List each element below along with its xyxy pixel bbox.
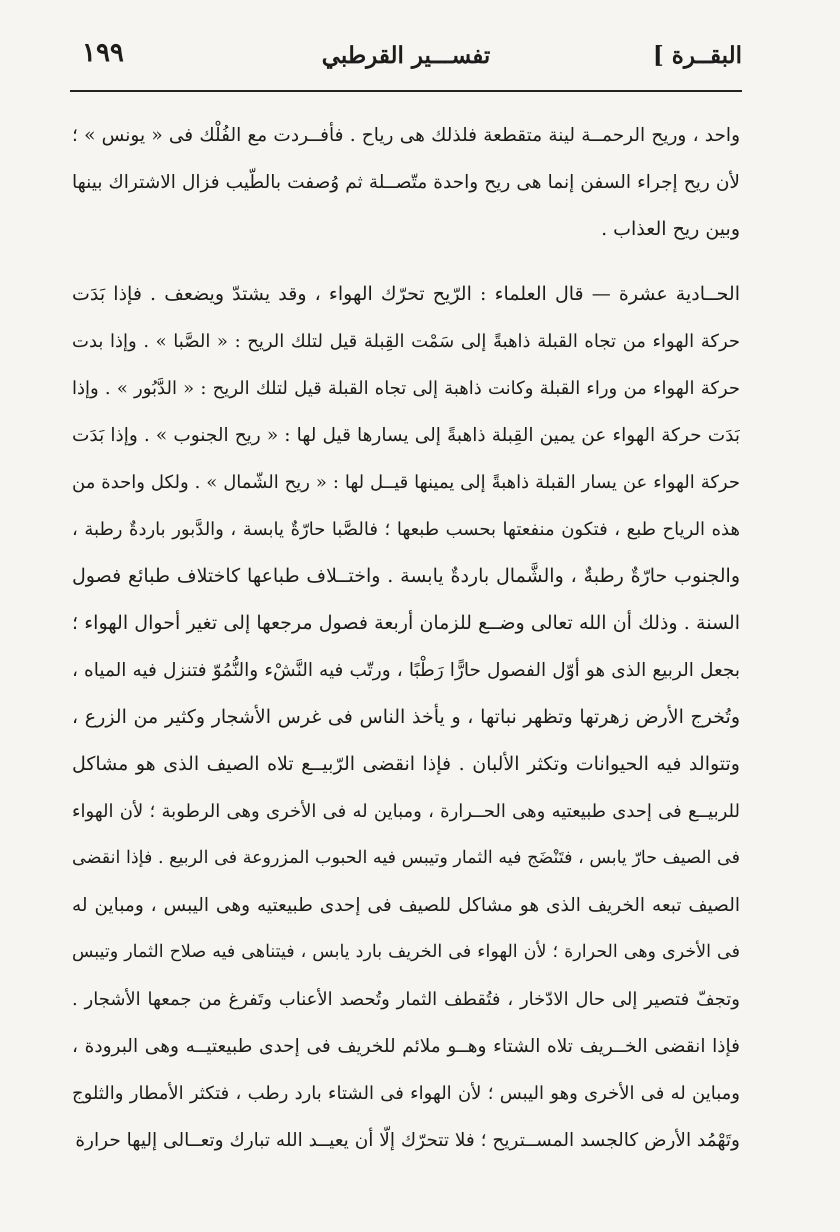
text-line: فى الصيف حارّ يابس ، فتَنْضَج فيه الثمار وتيبس فيه الحبوب المزروعة فى الربيع . فإذا انقضى bbox=[72, 848, 740, 868]
text-line: للربيــع فى إحدى طبيعتيه وهى الحــرارة ، ومباين له فى الأخرى وهى الرطوبة ؛ لأن الهواء bbox=[72, 801, 740, 822]
text-line: بَدَت حركة الهواء عن يمين القِبلة ذاهبةً إلى يسارها قيل لها : « ريح الجنوب » . وإذا بَدَت bbox=[72, 425, 740, 446]
paragraph-gap bbox=[72, 253, 740, 271]
text-line: فإذا انقضى الخــريف تلاه الشتاء وهــو ملائم للخريف فى إحدى طبيعتيــه وهى البرودة ، bbox=[72, 1036, 740, 1057]
text-line: الصيف تبعه الخريف الذى هو مشاكل للصيف فى إحدى طبيعتيه وهى اليبس ، ومباين له bbox=[72, 895, 740, 916]
text-line: وتَهْمُد الأرض كالجسد المســتريح ؛ فلا تتحرّك إلّا أن يعيــد الله تبارك وتعــالى إليها حرارة bbox=[75, 1130, 740, 1151]
text-line: فى الأخرى وهى الحرارة ؛ لأن الهواء فى الخريف بارد يابس ، فيتناهى فيه صلاح الثمار وتيبس bbox=[72, 942, 740, 962]
text-line: حركة الهواء عن يسار القبلة ذاهبةً إلى يمينها قيــل لها : « ريح الشّمال » . ولكل واحدة من bbox=[72, 472, 740, 493]
text-line: والجنوب حارّةٌ رطبةٌ ، والشَّمال باردةٌ يابسة . واختــلاف طباعها كاختلاف طبائع فصول bbox=[72, 565, 740, 587]
text-line: هذه الرياح طبع ، فتكون منفعتها بحسب طبعها ؛ فالصَّبا حارّةٌ يابسة ، والدَّبور باردةٌ رطبة ، bbox=[72, 519, 740, 540]
text-line: وبين ريح العذاب . bbox=[601, 218, 740, 240]
book-title: تفســـير القرطبي bbox=[321, 42, 491, 69]
surah-name: البقــرة ] bbox=[652, 42, 742, 69]
text-line: حركة الهواء من تجاه القبلة ذاهبةً إلى سَمْت القِبلة قيل لتلك الريح : « الصَّبا » . وإذا بدت bbox=[72, 331, 740, 352]
text-line: واحد ، وريح الرحمــة لينة متقطعة فلذلك هى رياح . فأفــردت مع الفُلْك فى « يونس » ؛ bbox=[72, 125, 740, 146]
body-text bbox=[72, 112, 740, 1164]
text-line: ومباين له فى الأخرى وهو اليبس ؛ لأن الهواء فى الشتاء بارد رطب ، فتكثر الأمطار والثلوج bbox=[72, 1083, 740, 1104]
text-line: السنة . وذلك أن الله تعالى وضــع للزمان أربعة فصول مرجعها إلى تغير أحوال الهواء ؛ bbox=[72, 612, 740, 634]
text-line: وتُخرج الأرض زهرتها وتظهر نباتها ، و يأخذ الناس فى غرس الأشجار وكثير من الزرع ، bbox=[72, 706, 740, 728]
paragraph bbox=[72, 112, 740, 253]
text-line: وتجفّ فتصير إلى حال الادّخار ، فتُقطف الثمار وتُحصد الأعناب وتَفرغ من جمعها الأشجار . bbox=[72, 989, 740, 1010]
text-line: لأن ريح إجراء السفن إنما هى ريح واحدة متّصــلة ثم وُصفت بالطّيب فزال الاشتراك بينها bbox=[72, 172, 740, 193]
text-line: الحــادية عشرة — قال العلماء : الرّيح تحرّك الهواء ، وقد يشتدّ ويضعف . فإذا بَدَت bbox=[72, 283, 740, 305]
text-line: بجعل الربيع الذى هو أوّل الفصول حارًّا رَطْبًا ، ورتّب فيه النَّشْء والنُّمُوّ فتنزل فيه المياه ، bbox=[72, 660, 740, 681]
paragraph bbox=[72, 271, 740, 1164]
running-header bbox=[70, 38, 742, 88]
header-divider bbox=[70, 90, 742, 92]
page-number: ١٩٩ bbox=[82, 38, 124, 68]
text-line: وتتوالد فيه الحيوانات وتكثر الألبان . فإذا انقضى الرّبيــع تلاه الصيف الذى هو مشاكل bbox=[72, 753, 740, 775]
text-line: حركة الهواء من وراء القبلة وكانت ذاهبة إلى تجاه القبلة قيل لتلك الريح : « الدَّبُور » . وإذا bbox=[72, 378, 740, 399]
